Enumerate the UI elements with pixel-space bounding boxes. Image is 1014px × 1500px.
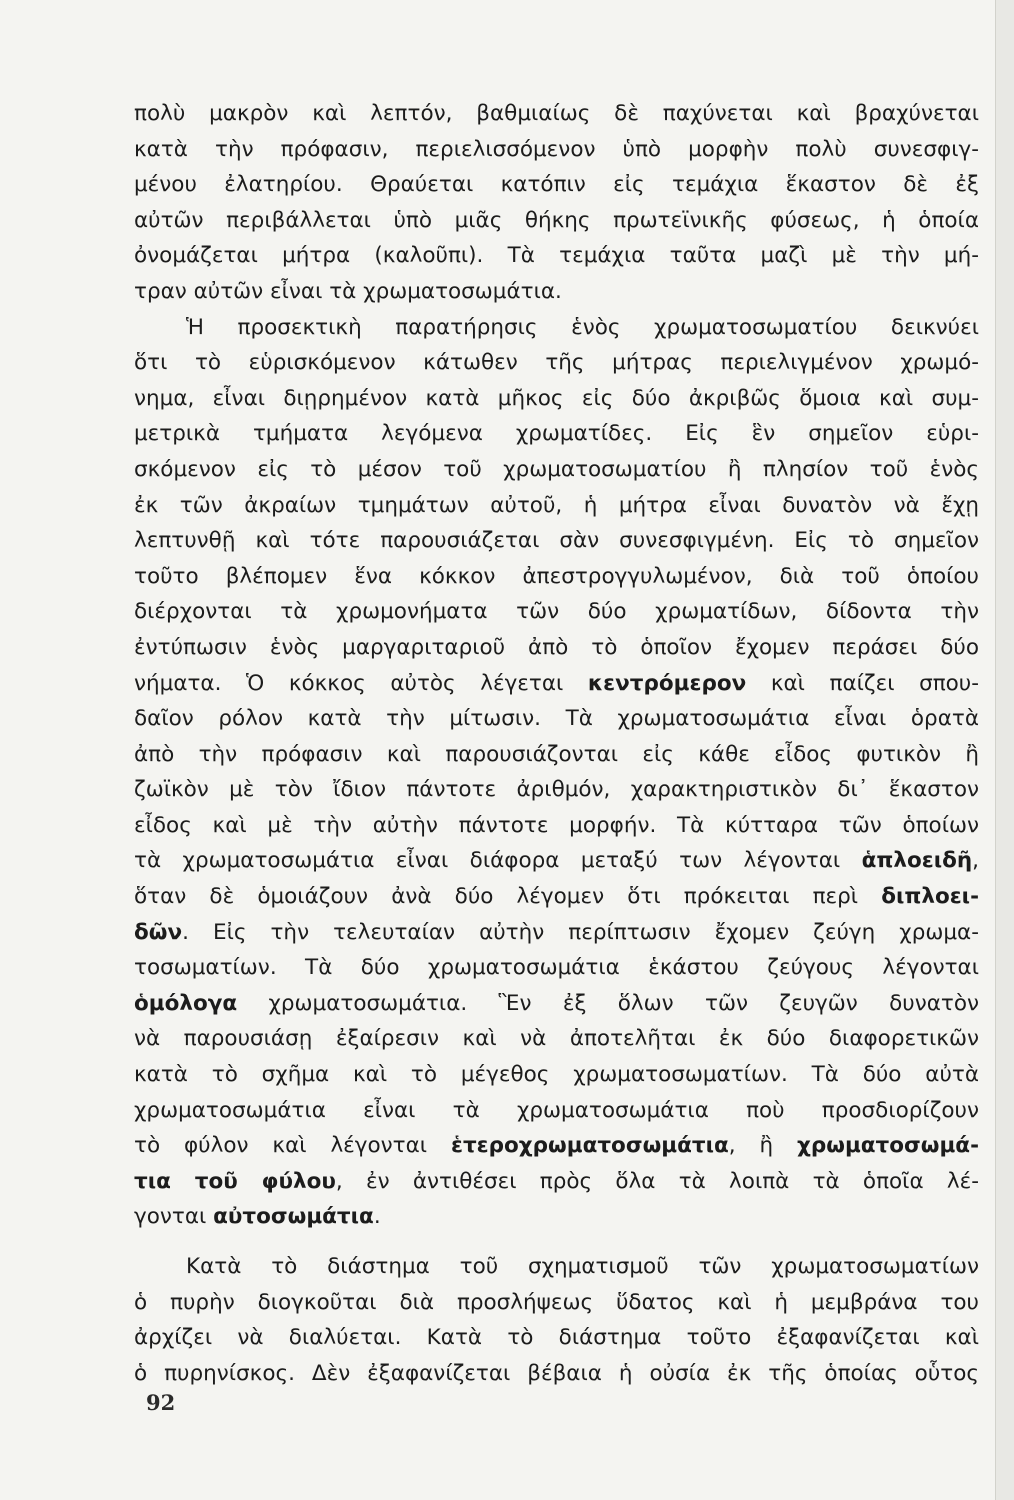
text-line: τραν αὐτῶν εἶναι τὰ χρωματοσωμάτια. (134, 278, 562, 304)
page-body (134, 96, 979, 1391)
text-line: Ἡ προσεκτικὴ παρατήρησις ἑνὸς χρωματοσωματίου δεικνύει (186, 314, 979, 340)
term-heterochromatosomatia: ἑτεροχρωματοσωμάτια (450, 1133, 729, 1159)
text-line: κατὰ τὴν πρόφασιν, περιελισσόμενον ὑπὸ μορφὴν πολὺ συνεσφιγ- (134, 136, 979, 162)
text-line: ζωϊκὸν μὲ τὸν ἴδιον πάντοτε ἀριθμόν, χαρακτηριστικὸν δι᾽ ἕκαστον (134, 777, 979, 803)
text-line: μετρικὰ τμήματα λεγόμενα χρωματίδες. Εἰς ἓν σημεῖον εὑρι- (134, 421, 979, 447)
text-line: δαῖον ρόλον κατὰ τὴν μίτωσιν. Τὰ χρωματοσωμάτια εἶναι ὁρατὰ (134, 706, 979, 732)
text-line: τοσωματίων. Τὰ δύο χρωματοσωμάτια ἑκάστου ζεύγους λέγονται (134, 955, 979, 981)
text-line: διέρχονται τὰ χρωμονήματα τῶν δύο χρωματίδων, δίδοντα τὴν (134, 599, 979, 625)
text-line: μένου ἐλατηρίου. Θραύεται κατόπιν εἰς τεμάχια ἕκαστον δὲ ἐξ (134, 172, 979, 198)
text-line: κατὰ τὸ σχῆμα καὶ τὸ μέγεθος χρωματοσωματίων. Τὰ δύο αὐτὰ (134, 1062, 979, 1088)
text-line: ἀρχίζει νὰ διαλύεται. Κατὰ τὸ διάστημα τοῦτο ἐξαφανίζεται καὶ (134, 1325, 979, 1351)
text-line (134, 1164, 979, 1200)
text-line: ἐντύπωσιν ἑνὸς μαργαριταριοῦ ἀπὸ τὸ ὁποῖον ἔχομεν περάσει δύο (134, 634, 979, 660)
text-line: ὁ πυρηνίσκος. Δὲν ἐξαφανίζεται βέβαια ἡ οὐσία ἐκ τῆς ὁποίας οὗτος (134, 1360, 979, 1386)
text-line: χρωματοσωμάτια εἶναι τὰ χρωματοσωμάτια ποὺ προσδιορίζουν (134, 1097, 979, 1123)
text-run: τὸ φύλον καὶ λέγονται (134, 1133, 451, 1159)
page-edge (995, 0, 1014, 1500)
term-haploeidi: ἁπλοειδῆ (861, 848, 973, 874)
text-run: καὶ παίζει σπου- (746, 670, 980, 696)
text-line (134, 915, 979, 951)
text-run: τὰ χρωματοσωμάτια εἶναι διάφορα μεταξύ των λέγονται (134, 848, 862, 874)
text-run: χρωματοσωμάτια. Ἓν ἐξ ὅλων τῶν ζευγῶν δυνατὸν (237, 990, 979, 1016)
text-run: , ἐν ἀντιθέσει πρὸς ὅλα τὰ λοιπὰ τὰ ὁποῖα λέ- (335, 1168, 979, 1194)
text-run: . (373, 1204, 381, 1230)
text-line (134, 666, 979, 702)
text-line: αὐτῶν περιβάλλεται ὑπὸ μιᾶς θήκης πρωτεϊνικῆς φύσεως, ἡ ὁποία (134, 207, 979, 233)
text-line (134, 879, 979, 915)
text-line: ὀνομάζεται μήτρα (καλοῦπι). Τὰ τεμάχια ταῦτα μαζὶ μὲ τὴν μή- (134, 243, 979, 269)
term-kentromeron: κεντρόμερον (587, 670, 747, 696)
text-line (134, 1128, 979, 1164)
text-line: νημα, εἶναι διῃρημένον κατὰ μῆκος εἰς δύο ἀκριβῶς ὅμοια καὶ συμ- (134, 385, 979, 411)
text-line: εἶδος καὶ μὲ τὴν αὐτὴν πάντοτε μορφήν. Τὰ κύτταρα τῶν ὁποίων (134, 812, 979, 838)
term-sex-chromosomes-end: τια τοῦ φύλου (134, 1168, 336, 1194)
text-line: νὰ παρουσιάσῃ ἐξαίρεσιν καὶ νὰ ἀποτελῆται ἐκ δύο διαφορετικῶν (134, 1026, 979, 1052)
text-line: τοῦτο βλέπομεν ἕνα κόκκον ἀπεστρογγυλωμένον, διὰ τοῦ ὁποίου (134, 563, 979, 589)
paragraph-1 (134, 96, 979, 310)
paragraph-3 (134, 1249, 979, 1391)
text-line (134, 843, 979, 879)
text-line: ὅτι τὸ εὑρισκόμενον κάτωθεν τῆς μήτρας περιελιγμένον χρωμό- (134, 350, 979, 376)
text-run: γονται (134, 1204, 214, 1230)
text-line (134, 1199, 979, 1235)
term-diploeidon-end: δῶν (134, 919, 183, 945)
text-line: ἐκ τῶν ἀκραίων τμημάτων αὐτοῦ, ἡ μήτρα εἶναι δυνατὸν νὰ ἔχῃ (134, 492, 979, 518)
text-line: ὁ πυρὴν διογκοῦται διὰ προσλήψεως ὕδατος καὶ ἡ μεμβράνα του (134, 1289, 979, 1315)
text-line: ἀπὸ τὴν πρόφασιν καὶ παρουσιάζονται εἰς κάθε εἶδος φυτικὸν ἢ (134, 741, 979, 767)
text-line: πολὺ μακρὸν καὶ λεπτόν, βαθμιαίως δὲ παχύνεται καὶ βραχύνεται (134, 101, 979, 126)
term-sex-chromosomes: χρωματοσωμά- (797, 1133, 979, 1159)
page-number: 92 (146, 1390, 176, 1415)
text-run: , (972, 848, 979, 874)
text-run: , ἢ (728, 1133, 798, 1159)
term-autosomatia: αὐτοσωμάτια (213, 1204, 374, 1230)
text-line: λεπτυνθῇ καὶ τότε παρουσιάζεται σὰν συνεσφιγμένη. Εἰς τὸ σημεῖον (134, 528, 979, 554)
paragraph-2 (134, 310, 979, 1235)
text-line (134, 986, 979, 1022)
text-run: . Εἰς τὴν τελευταίαν αὐτὴν περίπτωσιν ἔχομεν ζεύγη χρωμα- (182, 919, 979, 945)
term-diploeidon: διπλοει- (881, 884, 979, 910)
term-homologa: ὁμόλογα (134, 990, 238, 1016)
text-run: ὅταν δὲ ὁμοιάζουν ἀνὰ δύο λέγομεν ὅτι πρόκειται περὶ (134, 884, 882, 910)
text-run: νήματα. Ὁ κόκκος αὐτὸς λέγεται (134, 670, 588, 696)
text-line: σκόμενον εἰς τὸ μέσον τοῦ χρωματοσωματίου ἢ πλησίον τοῦ ἑνὸς (134, 456, 979, 482)
text-line: Κατὰ τὸ διάστημα τοῦ σχηματισμοῦ τῶν χρωματοσωματίων (186, 1254, 979, 1279)
